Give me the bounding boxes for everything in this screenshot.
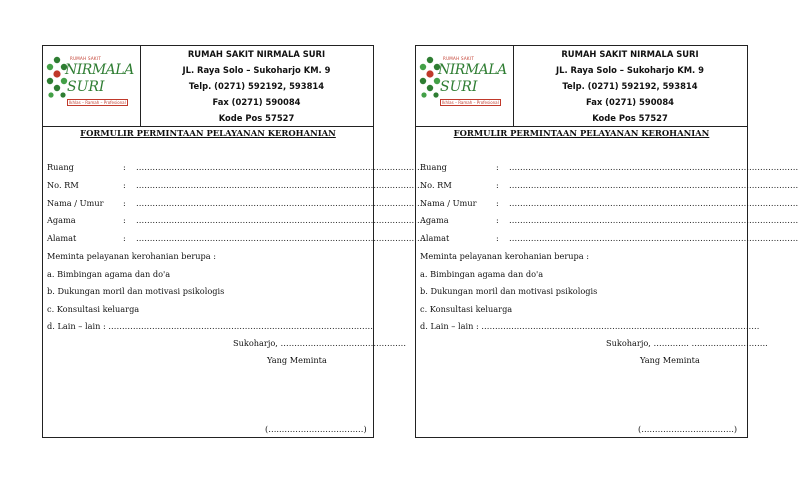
request-form-right: [415, 45, 798, 438]
field-alamat: Alamat : ……………………………………………………………….……………………………: [420, 233, 798, 243]
option-b: b. Dukungan moril dan motivasi psikologis: [420, 286, 598, 296]
city-date: Sukoharjo, …………. ……………………….: [606, 338, 768, 348]
hospital-name: RUMAH SAKIT NIRMALA SURI: [187, 49, 326, 59]
logo-tagline: Ikhlas – Ramah – Profesional: [442, 100, 499, 105]
logo-name-2: SURI: [67, 79, 105, 95]
hospital-name: RUMAH SAKIT NIRMALA SURI: [561, 49, 699, 59]
hospital-fax: Fax (0271) 590084: [585, 97, 675, 107]
form-header: [416, 46, 747, 127]
field-nama-umur: Nama / Umur : ……………………………………………………………….……………………………: [420, 198, 798, 208]
field-no-rm: No. RM : ……………………………………………………………….……………………………: [47, 180, 426, 190]
option-a: a. Bimbingan agama dan do'a: [420, 269, 544, 279]
logo-tagline: Ikhlas – Ramah – Profesional: [69, 100, 126, 105]
field-no-rm: No. RM : ……………………………………………………………….……………………………: [420, 180, 798, 190]
request-form-left: [42, 45, 426, 438]
option-c: c. Konsultasi keluarga: [420, 304, 513, 314]
hospital-info: [513, 46, 747, 126]
hospital-telp: Telp. (0271) 592192, 593814: [562, 81, 698, 91]
field-agama: Agama : ……………………………………………………………….……………………………: [420, 215, 798, 225]
requester-label: Yang Meminta: [640, 355, 700, 365]
form-title: FORMULIR PERMINTAAN PELAYANAN KEROHANIAN: [80, 128, 336, 138]
hospital-address: JL. Raya Solo – Sukoharjo KM. 9: [556, 65, 704, 75]
request-intro: Meminta pelayanan kerohanian berupa :: [420, 251, 589, 261]
field-alamat: Alamat : ……………………………………………………………….……………………………: [47, 233, 426, 243]
logo-name-1: NIRMALA: [438, 62, 507, 78]
hospital-address: JL. Raya Solo – Sukoharjo KM. 9: [182, 65, 331, 75]
option-a: a. Bimbingan agama dan do'a: [47, 269, 171, 279]
form-title: FORMULIR PERMINTAAN PELAYANAN KEROHANIAN: [453, 128, 710, 138]
hospital-telp: Telp. (0271) 592192, 593814: [188, 81, 325, 91]
hospital-logo: [43, 46, 141, 126]
logo-name-1: NIRMALA: [65, 62, 134, 78]
hospital-info: [140, 46, 373, 126]
city-date: Sukoharjo, ……………………………………….: [233, 338, 406, 348]
option-b: b. Dukungan moril dan motivasi psikologis: [47, 286, 225, 296]
signature-line: (…..…………………………): [265, 424, 367, 434]
hospital-postal: Kode Pos 57527: [218, 113, 295, 123]
field-nama-umur: Nama / Umur : ……………………………………………………………….……………………………: [47, 198, 426, 208]
field-agama: Agama : ……………………………………………………………….……………………………: [47, 215, 426, 225]
logo-name-2: SURI: [440, 79, 478, 95]
field-ruang: Ruang : ……………………………………………………………….……………………………: [47, 162, 426, 172]
logo-top-text: RUMAH SAKIT: [443, 56, 475, 61]
option-d: d. Lain – lain : …………………………………………………….………………………………: [47, 321, 373, 331]
option-c: c. Konsultasi keluarga: [47, 304, 140, 314]
hospital-postal: Kode Pos 57527: [592, 113, 668, 123]
hospital-logo: [416, 46, 514, 126]
field-ruang: Ruang : ……………………………………………………………….……………………………: [420, 162, 798, 172]
request-intro: Meminta pelayanan kerohanian berupa :: [47, 251, 216, 261]
hospital-fax: Fax (0271) 590084: [212, 97, 301, 107]
logo-top-text: RUMAH SAKIT: [70, 56, 102, 61]
signature-line: (…………………………….): [638, 424, 738, 434]
option-d: d. Lain – lain : ………..……………………………………………………………………………….: [420, 321, 760, 331]
requester-label: Yang Meminta: [267, 355, 327, 365]
form-header: [43, 46, 373, 127]
